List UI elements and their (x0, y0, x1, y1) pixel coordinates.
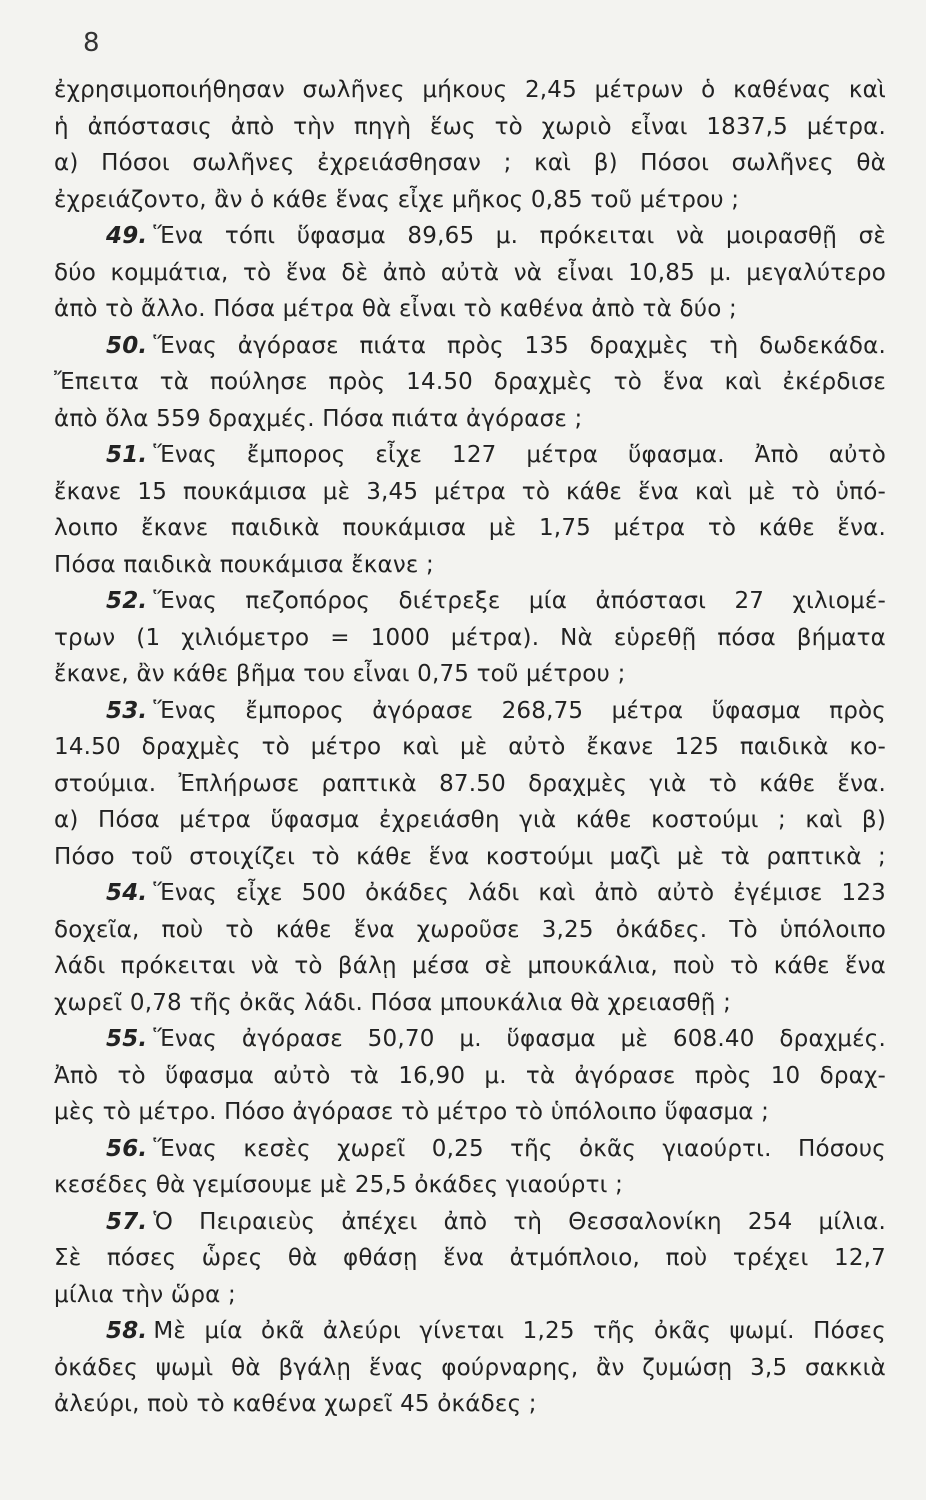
line-text: Μὲ μία ὀκᾶ ἀλεύρι γίνεται 1,25 τῆς ὀκᾶς ψωμί. Πόσες (153, 1318, 886, 1344)
problem-number: 52. (106, 588, 148, 614)
line-text: λοιπο ἔκανε παιδικὰ πουκάμισα μὲ 1,75 μέτρα τὸ κάθε ἕνα. (54, 515, 886, 541)
problem-number: 49. (106, 223, 148, 249)
line-text: 14.50 δραχμὲς τὸ μέτρο καὶ μὲ αὐτὸ ἔκανε 125 παιδικὰ κο- (54, 734, 886, 760)
line-text: Ἕνας ἔμπορος εἶχε 127 μέτρα ὕφασμα. Ἀπὸ αὐτὸ (153, 442, 886, 468)
line-text: κεσέδες θὰ γεμίσουμε μὲ 25,5 ὀκάδες γιαούρτι ; (54, 1172, 624, 1198)
problem-number: 54. (106, 880, 148, 906)
line-text: Ὁ Πειραιεὺς ἀπέχει ἀπὸ τὴ Θεσσαλονίκη 254 μίλια. (153, 1208, 886, 1235)
line-text: ἀπὸ ὅλα 559 δραχμές. Πόσα πιάτα ἀγόρασε ; (54, 405, 583, 432)
line-text: Ἕνα τόπι ὕφασμα 89,65 μ. πρόκειται νὰ μοιρασθῇ σὲ (153, 223, 886, 249)
text-line (54, 912, 886, 949)
text-line (54, 729, 886, 766)
line-text: Ἕνας ἀγόρασε πιάτα πρὸς 135 δραχμὲς τὴ δωδεκάδα. (153, 332, 886, 359)
line-text: Ἕνας κεσὲς χωρεῖ 0,25 τῆς ὀκᾶς γιαούρτι. Πόσους (153, 1135, 886, 1162)
text-line (54, 547, 886, 584)
line-text: δύο κομμάτια, τὸ ἕνα δὲ ἀπὸ αὐτὰ νὰ εἶναι 10,85 μ. μεγαλύτερο (54, 259, 886, 286)
problem-start-line (54, 1313, 886, 1350)
line-text: στούμια. Ἐπλήρωσε ραπτικὰ 87.50 δραχμὲς γιὰ τὸ κάθε ἕνα. (54, 770, 886, 797)
text-line (54, 948, 886, 985)
text-line (54, 1386, 886, 1423)
line-text: α) Πόσα μέτρα ὕφασμα ἐχρειάσθη γιὰ κάθε κοστούμι ; καὶ β) (54, 807, 886, 833)
line-text: ἀλεύρι, ποὺ τὸ καθένα χωρεῖ 45 ὀκάδες ; (54, 1391, 537, 1417)
problem-number: 55. (106, 1026, 148, 1052)
problem-start-line (54, 328, 886, 365)
problem-number: 51. (106, 442, 148, 468)
line-text: Ἕνας εἶχε 500 ὀκάδες λάδι καὶ ἀπὸ αὐτὸ ἐγέμισε 123 (153, 880, 886, 906)
text-line (54, 109, 886, 146)
line-text: Ἕνας πεζοπόρος διέτρεξε μία ἀπόστασι 27 χιλιομέ- (153, 588, 886, 614)
problem-number: 57. (106, 1208, 148, 1235)
text-line (54, 474, 886, 511)
text-line (54, 839, 886, 876)
line-text: μὲς τὸ μέτρο. Πόσο ἀγόρασε τὸ μέτρο τὸ ὑπόλοιπο ὕφασμα ; (54, 1099, 770, 1125)
text-line (54, 255, 886, 292)
text-line (54, 291, 886, 328)
line-text: ἀπὸ τὸ ἄλλο. Πόσα μέτρα θὰ εἶναι τὸ καθένα ἀπὸ τὰ δύο ; (54, 296, 737, 322)
line-text: ὀκάδες ψωμὶ θὰ βγάλῃ ἕνας φούρναρης, ἂν ζυμώσῃ 3,5 σακκιὰ (54, 1354, 886, 1381)
line-text: ἐχρησιμοποιήθησαν σωλῆνες μήκους 2,45 μέτρων ὁ καθένας καὶ (54, 77, 886, 103)
line-text: δοχεῖα, ποὺ τὸ κάθε ἕνα χωροῦσε 3,25 ὀκάδες. Τὸ ὑπόλοιπο (54, 916, 886, 943)
problem-start-line (54, 693, 886, 730)
problem-start-line (54, 583, 886, 620)
line-text: Ἕνας ἔμπορος ἀγόρασε 268,75 μέτρα ὕφασμα πρὸς (153, 697, 886, 724)
text-line (54, 1167, 886, 1204)
line-text: Ἔπειτα τὰ πούλησε πρὸς 14.50 δραχμὲς τὸ ἕνα καὶ ἐκέρδισε (54, 369, 886, 395)
page-number: 8 (83, 28, 100, 58)
problem-start-line (54, 437, 886, 474)
problem-start-line (54, 875, 886, 912)
problem-start-line (54, 1131, 886, 1168)
text-line (54, 182, 886, 219)
line-text: ἐχρειάζοντο, ἂν ὁ κάθε ἕνας εἶχε μῆκος 0,85 τοῦ μέτρου ; (54, 186, 740, 213)
problem-start-line (54, 1204, 886, 1241)
line-text: τρων (1 χιλιόμετρο = 1000 μέτρα). Νὰ εὑρεθῇ πόσα βήματα (54, 624, 886, 651)
line-text: ἔκανε, ἂν κάθε βῆμα του εἶναι 0,75 τοῦ μέτρου ; (54, 661, 626, 687)
line-text: Πόσα παιδικὰ πουκάμισα ἔκανε ; (54, 551, 434, 578)
problem-number: 53. (106, 697, 148, 724)
text-line (54, 401, 886, 438)
text-line (54, 985, 886, 1022)
line-text: λάδι πρόκειται νὰ τὸ βάλῃ μέσα σὲ μπουκάλια, ποὺ τὸ κάθε ἕνα (54, 953, 886, 979)
text-line (54, 656, 886, 693)
line-text: ἔκανε 15 πουκάμισα μὲ 3,45 μέτρα τὸ κάθε ἕνα καὶ μὲ τὸ ὑπό- (54, 478, 886, 505)
line-text: μίλια τὴν ὥρα ; (54, 1281, 236, 1308)
problem-start-line (54, 218, 886, 255)
text-line (54, 72, 886, 109)
line-text: Ἕνας ἀγόρασε 50,70 μ. ὕφασμα μὲ 608.40 δραχμές. (153, 1026, 886, 1052)
text-line (54, 1240, 886, 1277)
line-text: Σὲ πόσες ὧρες θὰ φθάσῃ ἕνα ἀτμόπλοιο, ποὺ τρέχει 12,7 (54, 1245, 886, 1271)
text-line (54, 145, 886, 182)
problem-start-line (54, 1021, 886, 1058)
problem-number: 58. (106, 1318, 148, 1344)
line-text: χωρεῖ 0,78 τῆς ὀκᾶς λάδι. Πόσα μπουκάλια θὰ χρειασθῇ ; (54, 989, 732, 1016)
problem-number: 56. (106, 1135, 148, 1162)
text-line (54, 1350, 886, 1387)
line-text: Ἀπὸ τὸ ὕφασμα αὐτὸ τὰ 16,90 μ. τὰ ἀγόρασε πρὸς 10 δραχ- (54, 1062, 886, 1089)
page-text (54, 72, 886, 1423)
problem-number: 50. (106, 332, 148, 359)
line-text: α) Πόσοι σωλῆνες ἐχρειάσθησαν ; καὶ β) Πόσοι σωλῆνες θὰ (54, 150, 886, 176)
text-line (54, 1277, 886, 1314)
text-line (54, 620, 886, 657)
line-text: ἡ ἀπόστασις ἀπὸ τὴν πηγὴ ἕως τὸ χωριὸ εἶναι 1837,5 μέτρα. (54, 113, 886, 140)
text-line (54, 1094, 886, 1131)
text-line (54, 510, 886, 547)
text-line (54, 364, 886, 401)
text-line (54, 802, 886, 839)
text-line (54, 1058, 886, 1095)
line-text: Πόσο τοῦ στοιχίζει τὸ κάθε ἕνα κοστούμι μαζὶ μὲ τὰ ραπτικὰ ; (54, 843, 886, 870)
text-line (54, 766, 886, 803)
